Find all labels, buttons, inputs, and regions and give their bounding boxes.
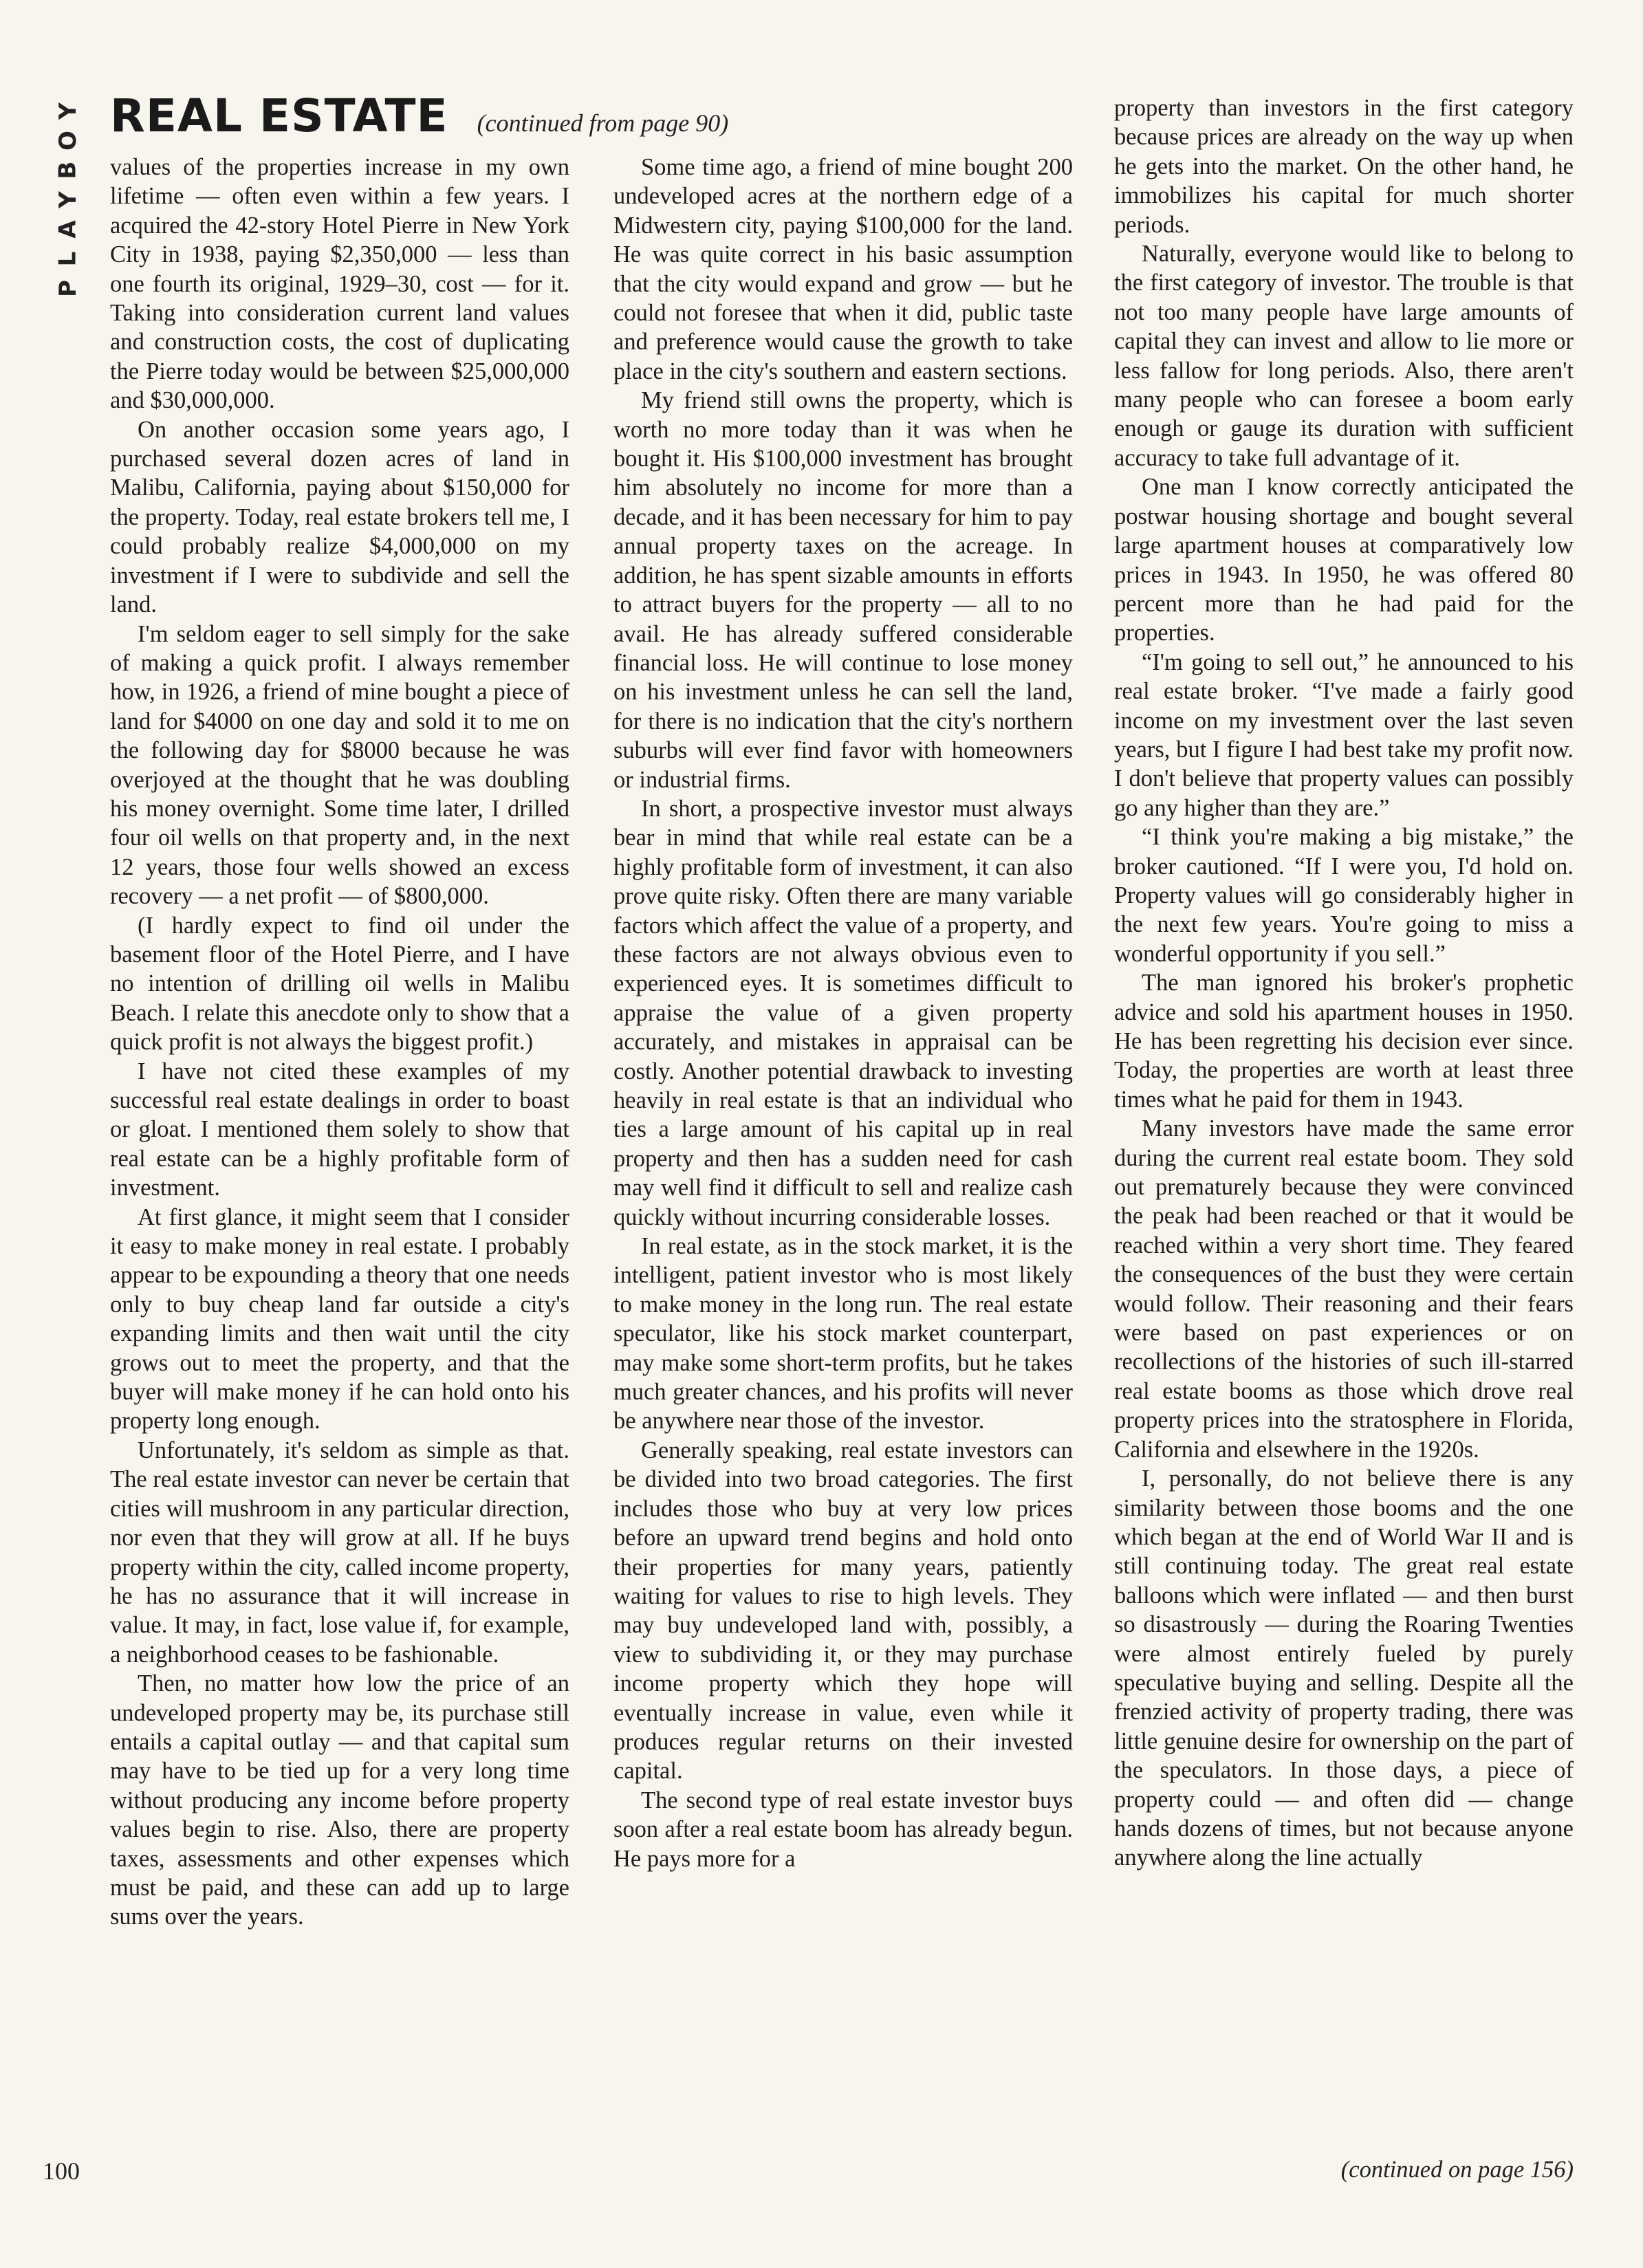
continued-on-note: (continued on page 156) bbox=[1340, 2157, 1574, 2183]
paragraph: In short, a prospective investor must always bear in mind that while real estate can be a highly profitable form of investment, it can also prove quite risky. Often there are many variable factors which affect the value of a property, and these factors are not always obvious even to experienced eyes. It is sometimes difficult to appraise the value of a given property accurately, and mistakes in appraisal can be costly. Another potential drawback to investing heavily in real estate is that an individual who ties a large amount of his capital up in real property and then has a sudden need for cash may well find it difficult to sell and realize cash quickly without incurring considerable losses. bbox=[613, 795, 1073, 1230]
paragraph: At first glance, it might seem that I consider it easy to make money in real estate. I probably appear to be expounding a theory that one needs only to buy cheap land far outside a city's expanding limits and then wait until the city grows out to meet the property, and that the buyer will make money if he can hold onto his property long enough. bbox=[110, 1203, 569, 1435]
paragraph: The man ignored his broker's prophetic advice and sold his apartment houses in 1950. He has been regretting his decision ever since. Today, the properties are worth at least three times what he paid for them in 1943. bbox=[1114, 970, 1574, 1113]
paragraph: I'm seldom eager to sell simply for the sake of making a quick profit. I always remember how, in 1926, a friend of mine bought a piece of land for $4000 on one day and sold it to me on the following day for $8000 because he was overjoyed at the thought that he was doubling his money overnight. Some time later, I drilled four oil wells on that property and, in the next 12 years, those four wells showed an excess recovery — a net profit — of $800,000. bbox=[110, 620, 569, 910]
text-column-1 bbox=[110, 153, 569, 1932]
magazine-name-letter: O bbox=[54, 131, 82, 151]
paragraph: I, personally, do not believe there is any similarity between those booms and the one which began at the end of World War II and is still continuing today. The great real estate balloons which were inflated — and then burst so disastrously — during the Roaring Twenties were almost entirely fueled by purely speculative buying and selling. Despite all the frenzied activity of property trading, there was little genuine desire for ownership on the part of the speculators. In those days, a piece of property could — and often did — change hands dozens of times, but not because anyone anywhere along the line actually bbox=[1114, 1465, 1574, 1871]
paragraph: Unfortunately, it's seldom as simple as that. The real estate investor can never be certain that cities will mushroom in any particular direction, nor even that they will grow at all. If he buys property within the city, called income property, he has no assurance that it will increase in value. It may, in fact, lose value if, for example, a neighborhood ceases to be fashionable. bbox=[110, 1437, 569, 1668]
paragraph: “I'm going to sell out,” he announced to his real estate broker. “I've made a fairly good income on my investment over the last seven years, but I figure I had best take my profit now. I don't believe that property values can possibly go any higher than they are.” bbox=[1114, 648, 1574, 821]
paragraph: Then, no matter how low the price of an undeveloped property may be, its purchase still entails a capital outlay — and that capital sum may have to be tied up for a very long time without producing any income before property values begin to rise. Also, there are property taxes, assessments and other expenses which must be paid, and these can add up to large sums over the years. bbox=[110, 1670, 569, 1930]
text-column-3 bbox=[1114, 94, 1574, 1873]
paragraph: Naturally, everyone would like to belong to the first category of investor. The trouble is that not too many people have large amounts of capital they can invest and allow to lie more or less fallow for long periods. Also, there aren't many people who can foresee a boom early enough or gauge its duration with sufficient accuracy to take full advantage of it. bbox=[1114, 241, 1574, 471]
paragraph: “I think you're making a big mistake,” the broker cautioned. “If I were you, I'd hold on. Property values will go considerably higher in the next few years. You're going to miss a wonderful opportunity if you sell.” bbox=[1114, 824, 1574, 967]
magazine-name-letter: Y bbox=[54, 102, 82, 120]
continued-from-note: (continued from page 90) bbox=[477, 109, 729, 137]
page-number: 100 bbox=[43, 2157, 80, 2185]
article-title: REAL ESTATE bbox=[110, 89, 448, 142]
magazine-name-letter: A bbox=[54, 220, 82, 239]
paragraph: In real estate, as in the stock market, it is the intelligent, patient investor who is most likely to make money in the long run. The real estate speculator, like his stock market counterpart, may make some short-term profits, but he takes much greater chances, and his profits will never be anywhere near those of the investor. bbox=[613, 1233, 1073, 1435]
paragraph: (I hardly expect to find oil under the basement floor of the Hotel Pierre, and I have no intention of drilling oil wells in Malibu Beach. I relate this anecdote only to show that a quick profit is not always the biggest profit.) bbox=[110, 912, 569, 1056]
article-header bbox=[110, 89, 1107, 144]
paragraph: Some time ago, a friend of mine bought 200 undeveloped acres at the northern edge of a Midwestern city, paying $100,000 for the land. He was quite correct in his basic assumption that the city would expand and grow — but he could not foresee that when it did, public taste and preference would cause the growth to take place in the city's southern and eastern sections. bbox=[613, 154, 1073, 384]
paragraph: Generally speaking, real estate investors can be divided into two broad categories. The first includes those who buy at very low prices before an upward trend begins and hold onto their properties for many years, patiently waiting for values to rise to high levels. They may buy undeveloped land with, possibly, a view to subdividing it, or they may purchase income property which they hope will eventually increase in value, even while it produces regular returns on their invested capital. bbox=[613, 1437, 1073, 1785]
magazine-name-vertical bbox=[54, 96, 84, 303]
paragraph: property than investors in the first category because prices are already on the way up when he gets into the market. On the other hand, he immobilizes his capital for much shorter periods. bbox=[1114, 95, 1574, 238]
magazine-name-letter: P bbox=[54, 280, 82, 297]
paragraph: I have not cited these examples of my successful real estate dealings in order to boast or gloat. I mentioned them solely to show that real estate can be a highly profitable form of investment. bbox=[110, 1058, 569, 1201]
magazine-name-letter: B bbox=[54, 161, 82, 179]
paragraph: Many investors have made the same error during the current real estate boom. They sold out prematurely because they were convinced the peak had been reached or that it would be reached within a very short time. They feared the consequences of the bust they were certain would follow. Their reasoning and their fears were based on past experiences or on recollections of the histories of such ill-starred real estate booms as those which drove real property prices into the stratosphere in Florida, California and elsewhere in the 1920s. bbox=[1114, 1115, 1574, 1463]
paragraph: One man I know correctly anticipated the postwar housing shortage and bought several large apartment houses at comparatively low prices in 1943. In 1950, he was offered 80 percent more than he had paid for the properties. bbox=[1114, 474, 1574, 646]
text-column-2 bbox=[613, 153, 1073, 1873]
paragraph: values of the properties increase in my own lifetime — often even within a few years. I acquired the 42-story Hotel Pierre in New York City in 1938, paying $2,350,000 — less than one fourth its original, 1929–30, cost — for it. Taking into consideration current land values and construction costs, the cost of duplicating the Pierre today would be between $25,000,000 and $30,000,000. bbox=[110, 154, 569, 414]
magazine-name-letter: Y bbox=[54, 191, 82, 208]
paragraph: My friend still owns the property, which is worth no more today than it was when he bought it. His $100,000 investment has brought him absolutely no income for more than a decade, and it has been necessary for him to pay annual property taxes on the acreage. In addition, he has spent sizable amounts in efforts to attract buyers for the property — all to no avail. He has already suffered considerable financial loss. He will continue to lose money on his investment unless he can sell the land, for there is no indication that the city's northern suburbs will ever find favor with homeowners or industrial firms. bbox=[613, 387, 1073, 793]
paragraph: The second type of real estate investor buys soon after a real estate boom has already begun. He pays more for a bbox=[613, 1787, 1073, 1872]
paragraph: On another occasion some years ago, I purchased several dozen acres of land in Malibu, California, paying about $150,000 for the property. Today, real estate brokers tell me, I could probably realize $4,000,000 on my investment if I were to subdivide and sell the land. bbox=[110, 416, 569, 618]
magazine-name-letter: L bbox=[54, 251, 82, 267]
